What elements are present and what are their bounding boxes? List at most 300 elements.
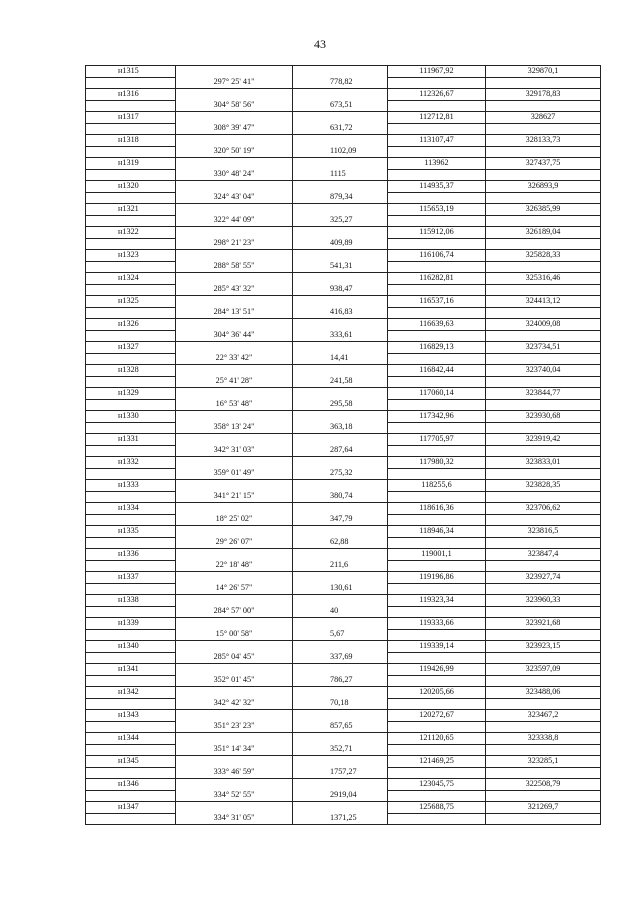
table-row — [86, 181, 601, 193]
table-row — [86, 779, 601, 791]
direction-angle-cell: 285° 04' 45" — [176, 652, 293, 664]
empty-cell — [388, 491, 486, 503]
point-name-cell: н1334 — [86, 503, 176, 515]
y-coordinate-cell: 328133,73 — [486, 135, 601, 147]
empty-cell — [388, 606, 486, 618]
point-name-cell: н1320 — [86, 181, 176, 193]
x-coordinate-cell: 118616,36 — [388, 503, 486, 515]
empty-cell — [486, 445, 601, 457]
empty-cell — [176, 204, 293, 216]
segment-row — [86, 698, 601, 710]
table-row — [86, 112, 601, 124]
distance-cell: 352,71 — [293, 744, 388, 756]
empty-cell — [293, 503, 388, 515]
point-name-cell: н1330 — [86, 411, 176, 423]
y-coordinate-cell: 325316,46 — [486, 273, 601, 285]
empty-cell — [388, 629, 486, 641]
y-coordinate-cell: 329178,83 — [486, 89, 601, 101]
distance-cell: 295,58 — [293, 399, 388, 411]
empty-cell — [86, 629, 176, 641]
empty-cell — [293, 250, 388, 262]
empty-cell — [486, 491, 601, 503]
empty-cell — [388, 468, 486, 480]
empty-cell — [176, 664, 293, 676]
distance-cell: 409,89 — [293, 238, 388, 250]
segment-row — [86, 491, 601, 503]
x-coordinate-cell: 123045,75 — [388, 779, 486, 791]
empty-cell — [86, 353, 176, 365]
segment-row — [86, 146, 601, 158]
empty-cell — [176, 135, 293, 147]
x-coordinate-cell: 119426,99 — [388, 664, 486, 676]
y-coordinate-cell: 323338,8 — [486, 733, 601, 745]
distance-cell: 1757,27 — [293, 767, 388, 779]
y-coordinate-cell: 323847,4 — [486, 549, 601, 561]
direction-angle-cell: 304° 58' 56" — [176, 100, 293, 112]
empty-cell — [388, 261, 486, 273]
y-coordinate-cell: 325828,33 — [486, 250, 601, 262]
empty-cell — [388, 146, 486, 158]
empty-cell — [176, 802, 293, 814]
x-coordinate-cell: 121469,25 — [388, 756, 486, 768]
empty-cell — [388, 422, 486, 434]
table-row — [86, 457, 601, 469]
y-coordinate-cell: 323816,5 — [486, 526, 601, 538]
segment-row — [86, 192, 601, 204]
distance-cell: 2919,04 — [293, 790, 388, 802]
segment-row — [86, 744, 601, 756]
empty-cell — [293, 204, 388, 216]
x-coordinate-cell: 119323,34 — [388, 595, 486, 607]
segment-row — [86, 100, 601, 112]
direction-angle-cell: 29° 26' 07" — [176, 537, 293, 549]
empty-cell — [293, 112, 388, 124]
direction-angle-cell: 25° 41' 28" — [176, 376, 293, 388]
y-coordinate-cell: 323923,15 — [486, 641, 601, 653]
empty-cell — [176, 273, 293, 285]
direction-angle-cell: 341° 21' 15" — [176, 491, 293, 503]
empty-cell — [86, 399, 176, 411]
empty-cell — [388, 192, 486, 204]
empty-cell — [293, 89, 388, 101]
y-coordinate-cell: 323734,51 — [486, 342, 601, 354]
empty-cell — [86, 583, 176, 595]
y-coordinate-cell: 323597,09 — [486, 664, 601, 676]
empty-cell — [486, 261, 601, 273]
point-name-cell: н1333 — [86, 480, 176, 492]
empty-cell — [293, 779, 388, 791]
x-coordinate-cell: 112712,81 — [388, 112, 486, 124]
empty-cell — [293, 342, 388, 354]
x-coordinate-cell: 117060,14 — [388, 388, 486, 400]
distance-cell: 211,6 — [293, 560, 388, 572]
point-name-cell: н1332 — [86, 457, 176, 469]
empty-cell — [388, 560, 486, 572]
direction-angle-cell: 298° 21' 23" — [176, 238, 293, 250]
empty-cell — [86, 813, 176, 825]
distance-cell: 1102,09 — [293, 146, 388, 158]
distance-cell: 786,27 — [293, 675, 388, 687]
table-row — [86, 480, 601, 492]
empty-cell — [293, 641, 388, 653]
point-name-cell: н1318 — [86, 135, 176, 147]
empty-cell — [176, 618, 293, 630]
point-name-cell: н1344 — [86, 733, 176, 745]
direction-angle-cell: 22° 18' 48" — [176, 560, 293, 572]
empty-cell — [86, 422, 176, 434]
empty-cell — [388, 744, 486, 756]
empty-cell — [86, 238, 176, 250]
x-coordinate-cell: 117705,97 — [388, 434, 486, 446]
y-coordinate-cell: 323921,68 — [486, 618, 601, 630]
empty-cell — [86, 215, 176, 227]
empty-cell — [486, 146, 601, 158]
point-name-cell: н1325 — [86, 296, 176, 308]
empty-cell — [86, 721, 176, 733]
empty-cell — [176, 733, 293, 745]
empty-cell — [388, 284, 486, 296]
point-name-cell: н1335 — [86, 526, 176, 538]
empty-cell — [293, 733, 388, 745]
segment-row — [86, 514, 601, 526]
empty-cell — [293, 273, 388, 285]
table-row — [86, 89, 601, 101]
empty-cell — [388, 238, 486, 250]
empty-cell — [176, 710, 293, 722]
distance-cell: 631,72 — [293, 123, 388, 135]
segment-row — [86, 330, 601, 342]
empty-cell — [293, 756, 388, 768]
empty-cell — [176, 549, 293, 561]
distance-cell: 938,47 — [293, 284, 388, 296]
segment-row — [86, 629, 601, 641]
empty-cell — [293, 480, 388, 492]
empty-cell — [486, 238, 601, 250]
y-coordinate-cell: 324009,08 — [486, 319, 601, 331]
empty-cell — [176, 480, 293, 492]
y-coordinate-cell: 326893,9 — [486, 181, 601, 193]
empty-cell — [293, 572, 388, 584]
x-coordinate-cell: 113962 — [388, 158, 486, 170]
distance-cell: 241,58 — [293, 376, 388, 388]
segment-row — [86, 790, 601, 802]
direction-angle-cell: 15° 00' 58" — [176, 629, 293, 641]
segment-row — [86, 537, 601, 549]
empty-cell — [388, 813, 486, 825]
distance-cell: 1371,25 — [293, 813, 388, 825]
segment-row — [86, 422, 601, 434]
x-coordinate-cell: 118946,34 — [388, 526, 486, 538]
empty-cell — [176, 89, 293, 101]
distance-cell: 62,88 — [293, 537, 388, 549]
direction-angle-cell: 288° 58' 55" — [176, 261, 293, 273]
direction-angle-cell: 14° 26' 57" — [176, 583, 293, 595]
empty-cell — [293, 158, 388, 170]
empty-cell — [293, 549, 388, 561]
direction-angle-cell: 342° 42' 32" — [176, 698, 293, 710]
segment-row — [86, 376, 601, 388]
point-name-cell: н1341 — [86, 664, 176, 676]
y-coordinate-cell: 323706,62 — [486, 503, 601, 515]
y-coordinate-cell: 326189,04 — [486, 227, 601, 239]
direction-angle-cell: 284° 13' 51" — [176, 307, 293, 319]
distance-cell: 333,61 — [293, 330, 388, 342]
distance-cell: 70,18 — [293, 698, 388, 710]
empty-cell — [86, 744, 176, 756]
empty-cell — [293, 457, 388, 469]
segment-row — [86, 123, 601, 135]
x-coordinate-cell: 112326,67 — [388, 89, 486, 101]
point-name-cell: н1326 — [86, 319, 176, 331]
table-row — [86, 250, 601, 262]
segment-row — [86, 813, 601, 825]
empty-cell — [176, 411, 293, 423]
empty-cell — [293, 181, 388, 193]
coordinates-table-body — [86, 66, 601, 825]
empty-cell — [293, 595, 388, 607]
empty-cell — [293, 388, 388, 400]
segment-row — [86, 721, 601, 733]
direction-angle-cell: 22° 33' 42" — [176, 353, 293, 365]
empty-cell — [486, 169, 601, 181]
distance-cell: 337,69 — [293, 652, 388, 664]
table-row — [86, 66, 601, 78]
empty-cell — [176, 342, 293, 354]
point-name-cell: н1337 — [86, 572, 176, 584]
point-name-cell: н1316 — [86, 89, 176, 101]
x-coordinate-cell: 120205,66 — [388, 687, 486, 699]
empty-cell — [176, 779, 293, 791]
distance-cell: 5,67 — [293, 629, 388, 641]
table-row — [86, 802, 601, 814]
point-name-cell: н1329 — [86, 388, 176, 400]
empty-cell — [293, 66, 388, 78]
point-name-cell: н1319 — [86, 158, 176, 170]
distance-cell: 325,27 — [293, 215, 388, 227]
direction-angle-cell: 334° 31' 05" — [176, 813, 293, 825]
empty-cell — [388, 215, 486, 227]
empty-cell — [176, 158, 293, 170]
x-coordinate-cell: 119001,1 — [388, 549, 486, 561]
x-coordinate-cell: 115653,19 — [388, 204, 486, 216]
empty-cell — [388, 675, 486, 687]
segment-row — [86, 445, 601, 457]
point-name-cell: н1342 — [86, 687, 176, 699]
empty-cell — [388, 583, 486, 595]
direction-angle-cell: 304° 36' 44" — [176, 330, 293, 342]
empty-cell — [486, 330, 601, 342]
empty-cell — [486, 100, 601, 112]
segment-row — [86, 238, 601, 250]
empty-cell — [176, 296, 293, 308]
point-name-cell: н1340 — [86, 641, 176, 653]
empty-cell — [176, 687, 293, 699]
y-coordinate-cell: 323467,2 — [486, 710, 601, 722]
x-coordinate-cell: 125688,75 — [388, 802, 486, 814]
y-coordinate-cell: 323833,01 — [486, 457, 601, 469]
empty-cell — [176, 595, 293, 607]
empty-cell — [176, 227, 293, 239]
distance-cell: 363,18 — [293, 422, 388, 434]
direction-angle-cell: 352° 01' 45" — [176, 675, 293, 687]
empty-cell — [86, 652, 176, 664]
segment-row — [86, 261, 601, 273]
point-name-cell: н1338 — [86, 595, 176, 607]
empty-cell — [293, 319, 388, 331]
segment-row — [86, 215, 601, 227]
empty-cell — [486, 629, 601, 641]
page-number: 43 — [314, 37, 326, 51]
direction-angle-cell: 342° 31' 03" — [176, 445, 293, 457]
empty-cell — [486, 652, 601, 664]
point-name-cell: н1315 — [86, 66, 176, 78]
y-coordinate-cell: 323828,35 — [486, 480, 601, 492]
distance-cell: 857,65 — [293, 721, 388, 733]
point-name-cell: н1328 — [86, 365, 176, 377]
direction-angle-cell: 322° 44' 09" — [176, 215, 293, 227]
segment-row — [86, 77, 601, 89]
distance-cell: 275,32 — [293, 468, 388, 480]
empty-cell — [293, 802, 388, 814]
point-name-cell: н1323 — [86, 250, 176, 262]
empty-cell — [388, 514, 486, 526]
empty-cell — [388, 721, 486, 733]
segment-row — [86, 767, 601, 779]
empty-cell — [86, 606, 176, 618]
empty-cell — [176, 66, 293, 78]
direction-angle-cell: 284° 57' 00" — [176, 606, 293, 618]
empty-cell — [486, 606, 601, 618]
segment-row — [86, 675, 601, 687]
empty-cell — [486, 284, 601, 296]
empty-cell — [486, 767, 601, 779]
table-row — [86, 756, 601, 768]
empty-cell — [486, 399, 601, 411]
y-coordinate-cell: 326385,99 — [486, 204, 601, 216]
table-row — [86, 526, 601, 538]
table-row — [86, 710, 601, 722]
direction-angle-cell: 358° 13' 24" — [176, 422, 293, 434]
x-coordinate-cell: 111967,92 — [388, 66, 486, 78]
empty-cell — [486, 192, 601, 204]
point-name-cell: н1343 — [86, 710, 176, 722]
empty-cell — [388, 652, 486, 664]
direction-angle-cell: 320° 50' 19" — [176, 146, 293, 158]
empty-cell — [86, 261, 176, 273]
y-coordinate-cell: 323844,77 — [486, 388, 601, 400]
empty-cell — [486, 721, 601, 733]
segment-row — [86, 468, 601, 480]
empty-cell — [293, 434, 388, 446]
empty-cell — [486, 744, 601, 756]
segment-row — [86, 560, 601, 572]
empty-cell — [293, 227, 388, 239]
empty-cell — [86, 560, 176, 572]
direction-angle-cell: 308° 39' 47" — [176, 123, 293, 135]
direction-angle-cell: 333° 46' 59" — [176, 767, 293, 779]
empty-cell — [486, 583, 601, 595]
empty-cell — [486, 307, 601, 319]
y-coordinate-cell: 323488,06 — [486, 687, 601, 699]
empty-cell — [176, 572, 293, 584]
direction-angle-cell: 18° 25' 02" — [176, 514, 293, 526]
empty-cell — [293, 411, 388, 423]
table-row — [86, 733, 601, 745]
empty-cell — [486, 353, 601, 365]
distance-cell: 287,64 — [293, 445, 388, 457]
segment-row — [86, 284, 601, 296]
empty-cell — [86, 192, 176, 204]
table-row — [86, 664, 601, 676]
x-coordinate-cell: 119339,14 — [388, 641, 486, 653]
x-coordinate-cell: 115912,06 — [388, 227, 486, 239]
y-coordinate-cell: 323960,33 — [486, 595, 601, 607]
empty-cell — [486, 813, 601, 825]
empty-cell — [293, 664, 388, 676]
direction-angle-cell: 16° 53' 48" — [176, 399, 293, 411]
y-coordinate-cell: 323919,42 — [486, 434, 601, 446]
x-coordinate-cell: 117980,32 — [388, 457, 486, 469]
point-name-cell: н1322 — [86, 227, 176, 239]
empty-cell — [86, 376, 176, 388]
x-coordinate-cell: 113107,47 — [388, 135, 486, 147]
point-name-cell: н1339 — [86, 618, 176, 630]
empty-cell — [176, 250, 293, 262]
empty-cell — [86, 284, 176, 296]
empty-cell — [486, 537, 601, 549]
table-row — [86, 388, 601, 400]
table-row — [86, 319, 601, 331]
empty-cell — [86, 514, 176, 526]
table-row — [86, 411, 601, 423]
empty-cell — [86, 123, 176, 135]
point-name-cell: н1321 — [86, 204, 176, 216]
empty-cell — [176, 112, 293, 124]
empty-cell — [486, 790, 601, 802]
y-coordinate-cell: 323927,74 — [486, 572, 601, 584]
y-coordinate-cell: 323285,1 — [486, 756, 601, 768]
point-name-cell: н1331 — [86, 434, 176, 446]
empty-cell — [86, 146, 176, 158]
y-coordinate-cell: 322508,79 — [486, 779, 601, 791]
distance-cell: 673,51 — [293, 100, 388, 112]
point-name-cell: н1317 — [86, 112, 176, 124]
empty-cell — [486, 514, 601, 526]
empty-cell — [176, 526, 293, 538]
y-coordinate-cell: 329870,1 — [486, 66, 601, 78]
table-row — [86, 641, 601, 653]
empty-cell — [293, 135, 388, 147]
x-coordinate-cell: 117342,96 — [388, 411, 486, 423]
x-coordinate-cell: 116282,81 — [388, 273, 486, 285]
x-coordinate-cell: 116842,44 — [388, 365, 486, 377]
distance-cell: 416,83 — [293, 307, 388, 319]
x-coordinate-cell: 118255,6 — [388, 480, 486, 492]
empty-cell — [388, 698, 486, 710]
x-coordinate-cell: 120272,67 — [388, 710, 486, 722]
empty-cell — [86, 169, 176, 181]
table-row — [86, 135, 601, 147]
empty-cell — [388, 537, 486, 549]
empty-cell — [293, 526, 388, 538]
direction-angle-cell: 330° 48' 24" — [176, 169, 293, 181]
table-row — [86, 296, 601, 308]
empty-cell — [388, 307, 486, 319]
empty-cell — [176, 365, 293, 377]
table-row — [86, 503, 601, 515]
segment-row — [86, 652, 601, 664]
empty-cell — [486, 468, 601, 480]
